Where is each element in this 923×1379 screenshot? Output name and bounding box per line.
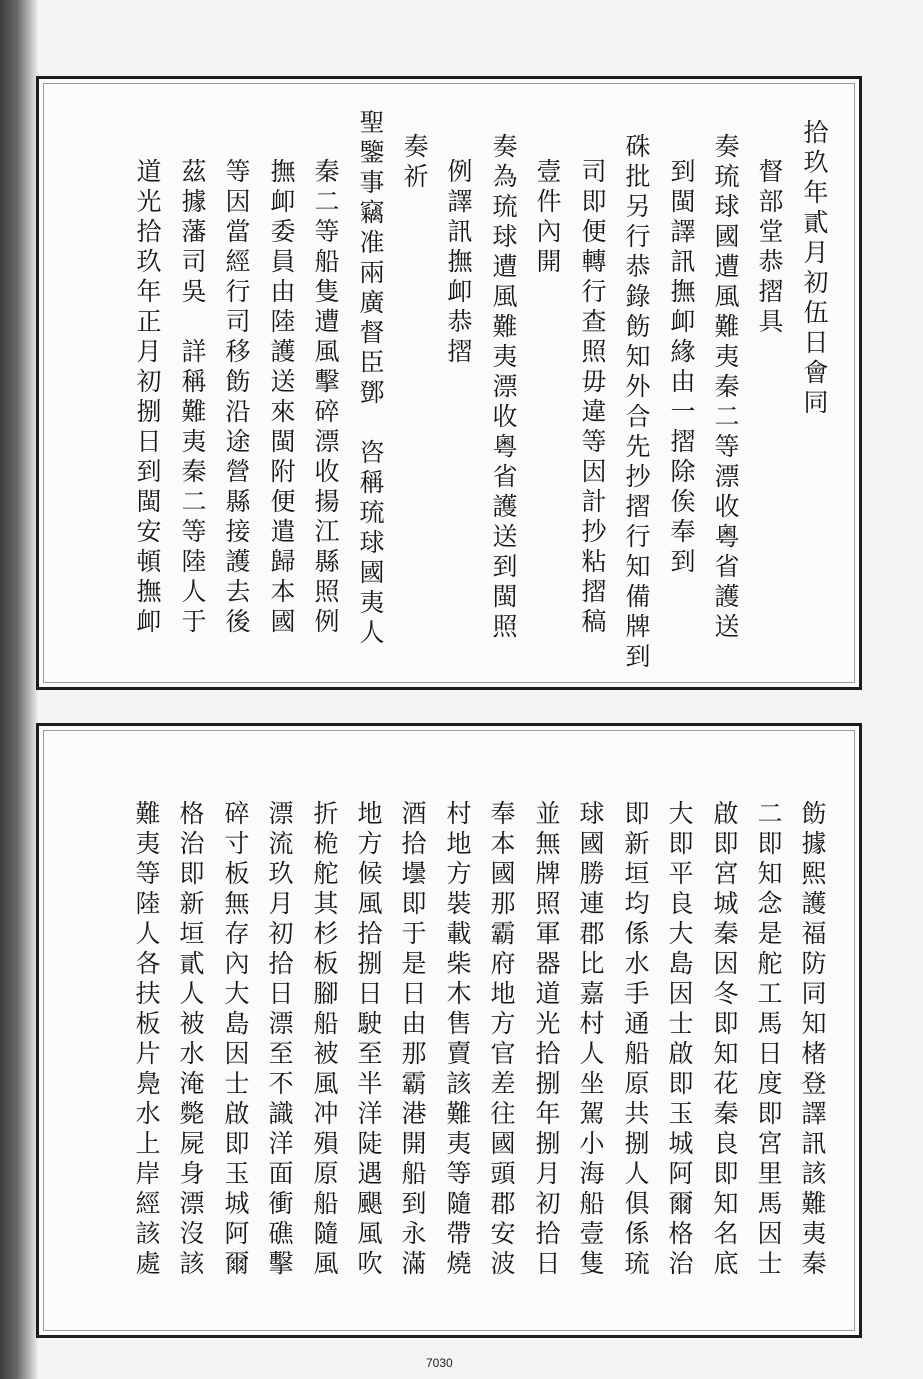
text-column: 飭據熙護福防同知楮登譯訊該難夷秦 (798, 800, 827, 1280)
text-column: 大即平良大島因士啟即玉城阿爾格治 (665, 800, 694, 1280)
top-document-panel (36, 76, 862, 690)
text-column: 地方候風拾捌日駛至半洋陡遇颶風吹 (354, 800, 383, 1280)
text-column: 啟即宮城秦因冬即知花秦良即知名底 (710, 800, 739, 1280)
text-column: 二即知念是舵工馬日度即宮里馬因士 (754, 800, 783, 1280)
text-column: 即新垣均係水手通船原共捌人俱係琉 (621, 800, 650, 1280)
text-column: 壹件內開 (533, 158, 562, 278)
text-column: 格治即新垣貳人被水淹斃屍身漂沒該 (176, 800, 205, 1280)
text-column: 道光拾玖年正月初捌日到閩安頓撫卹 (133, 158, 162, 638)
text-column: 難夷等陸人各扶板片鳧水上岸經該處 (132, 800, 161, 1280)
text-column: 奉本國那霸府地方官差往國頭郡安波 (487, 800, 516, 1280)
text-column: 秦二等船隻遭風擊碎漂收揚江縣照例 (311, 158, 340, 638)
text-column: 拾玖年貳月初伍日會同 (800, 119, 829, 419)
text-column: 碎寸板無存內大島因士啟即玉城阿爾 (221, 800, 250, 1280)
text-column: 村地方裝載柴木售賣該難夷等隨帶燒 (443, 800, 472, 1280)
text-column: 酒拾壜即于是日由那霸港開船到永滿 (398, 800, 427, 1280)
text-column: 撫卹委員由陸護送來閩附便遣歸本國 (267, 158, 296, 638)
book-binding-shadow (0, 0, 38, 1379)
text-column: 奏祈 (400, 133, 429, 193)
text-column: 奏為琉球遭風難夷漂收粵省護送到閩照 (489, 133, 518, 643)
text-column: 硃批另行恭錄飭知外合先抄摺行知備牌到 (622, 133, 651, 673)
page-number: 7030 (426, 1356, 453, 1370)
text-column: 並無牌照軍器道光拾捌年捌月初拾日 (532, 800, 561, 1280)
bottom-document-panel (36, 723, 862, 1338)
text-column: 到閩譯訊撫卹緣由一摺除俟奉到 (667, 158, 696, 578)
text-column: 茲據藩司吳 詳稱難夷秦二等陸人于 (178, 158, 207, 638)
text-column: 督部堂恭摺具 (755, 158, 784, 338)
text-column: 折桅舵其杉板腳船被風冲殞原船隨風 (310, 800, 339, 1280)
text-column: 司即便轉行查照毋違等因計抄粘摺稿 (578, 158, 607, 638)
text-column: 例譯訊撫卹恭摺 (444, 158, 473, 368)
text-column: 聖鑒事竊准兩廣督臣鄧 咨稱琉球國夷人 (356, 109, 385, 649)
text-column: 等因當經行司移飭沿途營縣接護去後 (222, 158, 251, 638)
text-column: 漂流玖月初拾日漂至不識洋面衝礁擊 (265, 800, 294, 1280)
text-column: 球國勝連郡比嘉村人坐駕小海船壹隻 (576, 800, 605, 1280)
text-column: 奏琉球國遭風難夷秦二等漂收粵省護送 (711, 133, 740, 643)
